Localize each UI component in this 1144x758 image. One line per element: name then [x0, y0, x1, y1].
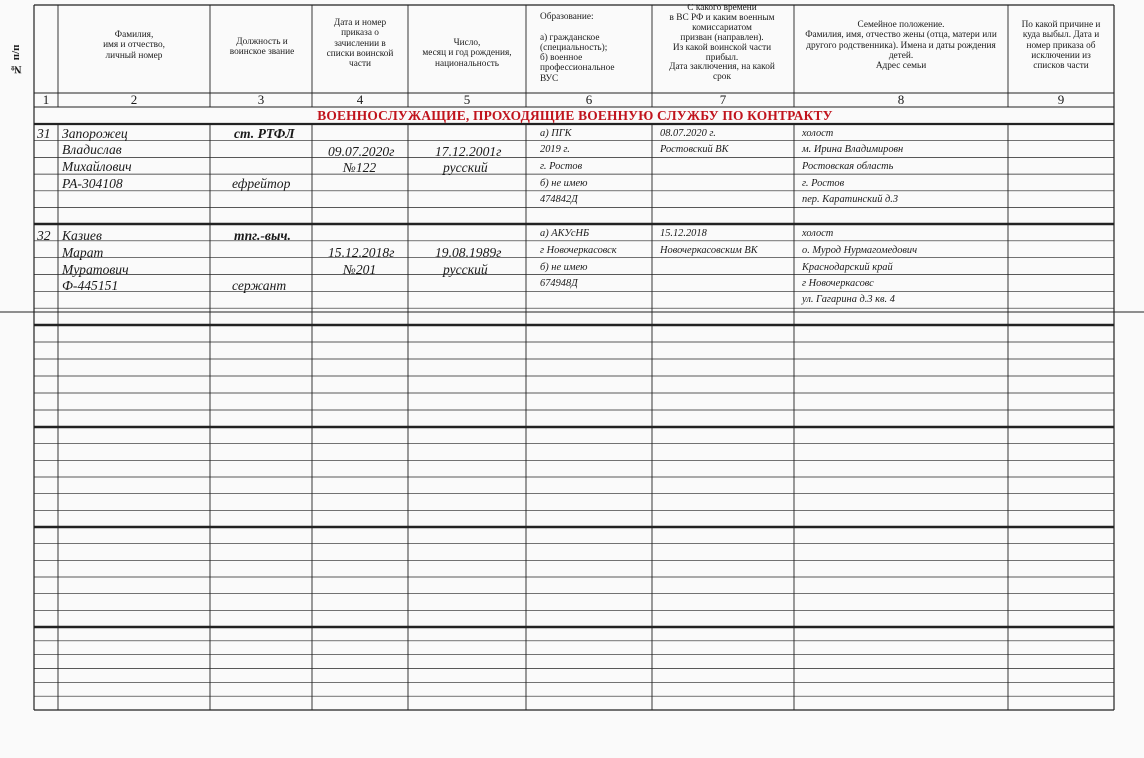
record-vus: 474842Д — [540, 194, 578, 205]
record-surname: Казиев — [62, 228, 102, 243]
record-personal-number: Ф-445151 — [62, 278, 119, 293]
record-first-name: Марат — [62, 245, 104, 260]
header-col-6: Образование: а) гражданское (специальность); б) военное профессиональное ВУС — [540, 12, 615, 84]
col-num-7: 7 — [719, 92, 727, 107]
record-education-military: б) не имею — [540, 178, 588, 189]
record-order-number: №122 — [343, 160, 377, 175]
col-num-9: 9 — [1057, 92, 1065, 107]
record-education-civil: а) ПГК — [540, 128, 572, 139]
col-num-3: 3 — [257, 92, 265, 107]
record-birth-date: 17.12.2001г — [435, 144, 502, 159]
record-patronymic: Михайлович — [62, 159, 132, 174]
record-service-date: 08.07.2020 г. — [660, 128, 716, 139]
header-col-5: Число, месяц и год рождения, национальность — [422, 38, 512, 69]
record-position: ст. РТФЛ — [234, 126, 295, 141]
record-address: ул. Гагарина д.3 кв. 4 — [802, 294, 895, 305]
record-birth-date: 19.08.1989г — [435, 245, 502, 260]
record-vus: 674948Д — [540, 278, 578, 289]
record-number: 32 — [37, 228, 51, 243]
record-education-military: б) не имею — [540, 262, 588, 273]
record-position: тпг.-выч. — [234, 228, 291, 243]
record-city: г Новочеркасовс — [802, 278, 874, 289]
record-commissariat: Ростовский ВК — [660, 144, 729, 155]
col-num-6: 6 — [585, 92, 593, 107]
col-num-8: 8 — [897, 92, 905, 107]
record-order-date: 09.07.2020г — [328, 144, 395, 159]
record-rank: сержант — [232, 278, 287, 293]
record-nationality: русский — [443, 262, 488, 277]
record-education-city: г Новочеркасовск — [540, 245, 617, 256]
record-commissariat: Новочеркасовским ВК — [660, 245, 758, 256]
record-family-status: холост — [802, 128, 834, 139]
record-number: 31 — [37, 126, 51, 141]
record-personal-number: РА-304108 — [62, 176, 123, 191]
header-col-4: Дата и номер приказа о зачислении в списки воинской части — [326, 18, 394, 70]
header-col-1: № п/п — [10, 44, 22, 76]
record-region: Краснодарский край — [802, 262, 893, 273]
record-nationality: русский — [443, 160, 488, 175]
header-col-9: По какой причине и куда выбыл. Дата и номер приказа об исключении из списков части — [1021, 20, 1101, 72]
record-education-year: 2019 г. — [540, 144, 570, 155]
record-region: Ростовская область — [802, 161, 894, 172]
record-education-civil: а) АКУсНБ — [540, 228, 590, 239]
record-order-date: 15.12.2018г — [328, 245, 395, 260]
record-address: пер. Каратинский д.3 — [802, 194, 899, 205]
record-rank: ефрейтор — [232, 176, 291, 191]
col-num-5: 5 — [463, 92, 471, 107]
col-num-1: 1 — [42, 92, 50, 107]
record-service-date: 15.12.2018 — [660, 228, 707, 239]
header-col-7: С какого времени в ВС РФ и каким военным комиссариатом призван (направлен). Из какой воинской части прибыл. Дата заключения, на какой срок — [669, 4, 775, 83]
record-relative: м. Ирина Владимировн — [802, 144, 904, 155]
header-col-8: Семейное положение. Фамилия, имя, отчество жены (отца, матери или другого родственника). Имена и даты рождения детей. Адрес семьи — [805, 20, 997, 72]
col-num-2: 2 — [130, 92, 138, 107]
record-first-name: Владислав — [62, 142, 122, 157]
record-patronymic: Муратович — [62, 262, 129, 277]
record-city: г. Ростов — [802, 178, 845, 189]
section-title: ВОЕННОСЛУЖАЩИЕ, ПРОХОДЯЩИЕ ВОЕННУЮ СЛУЖБУ ПО КОНТРАКТУ — [317, 108, 833, 123]
record-relative: о. Мурод Нурмагомедович — [802, 245, 918, 256]
col-num-4: 4 — [356, 92, 364, 107]
header-col-3: Должность и воинское звание — [229, 37, 295, 58]
record-education-city: г. Ростов — [540, 161, 583, 172]
header-col-2: Фамилия, имя и отчество, личный номер — [103, 30, 165, 61]
record-order-number: №201 — [343, 262, 377, 277]
record-surname: Запорожец — [62, 126, 128, 141]
record-family-status: холост — [802, 228, 834, 239]
